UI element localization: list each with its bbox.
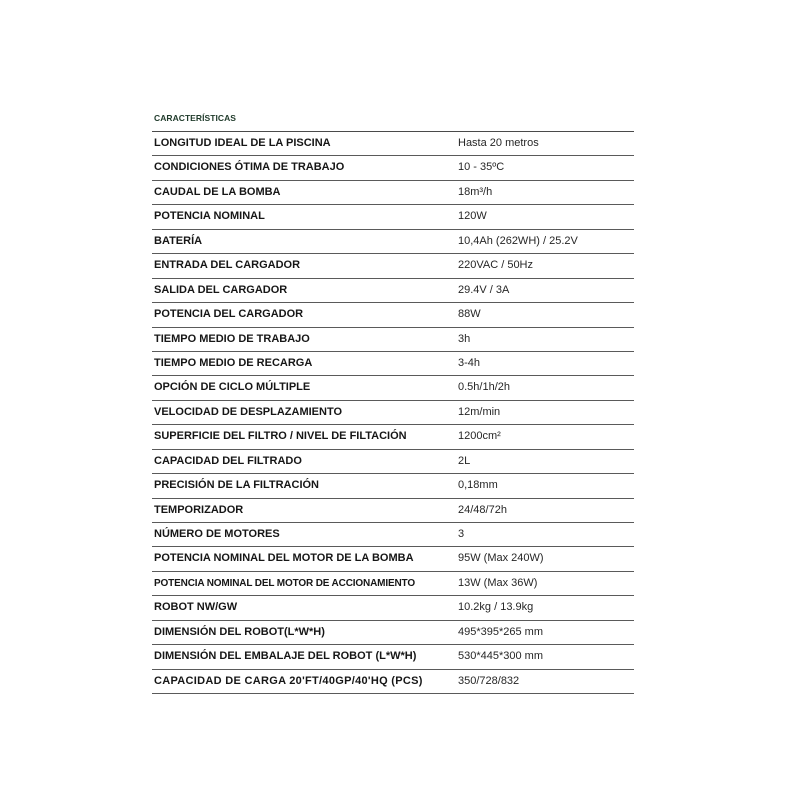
spec-label: TEMPORIZADOR xyxy=(154,503,244,516)
spec-row xyxy=(152,156,634,180)
spec-row xyxy=(152,376,634,400)
spec-row xyxy=(152,352,634,376)
spec-label: LONGITUD IDEAL DE LA PISCINA xyxy=(154,137,331,149)
spec-row xyxy=(152,670,634,694)
spec-value: 120W xyxy=(458,210,487,223)
spec-label: SALIDA DEL CARGADOR xyxy=(154,283,288,296)
spec-row xyxy=(152,645,634,669)
spec-label: CAPACIDAD DE CARGA 20'FT/40GP/40'HQ (PCS) xyxy=(154,674,423,687)
spec-row xyxy=(152,621,634,645)
section-heading: CARACTERÍSTICAS xyxy=(154,113,236,123)
spec-row xyxy=(152,132,634,156)
spec-value: 95W (Max 240W) xyxy=(458,552,544,565)
spec-label: CAPACIDAD DEL FILTRADO xyxy=(154,454,302,467)
spec-value: 88W xyxy=(458,308,481,321)
spec-value: 24/48/72h xyxy=(458,503,507,516)
spec-row xyxy=(152,474,634,498)
spec-label: CAUDAL DE LA BOMBA xyxy=(154,185,281,198)
spec-value: 0.5h/1h/2h xyxy=(458,381,510,394)
spec-row xyxy=(152,303,634,327)
spec-row xyxy=(152,328,634,352)
spec-label: SUPERFICIE DEL FILTRO / NIVEL DE FILTACIÓN xyxy=(154,430,407,443)
spec-value: 1200cm² xyxy=(458,430,501,443)
spec-row xyxy=(152,596,634,620)
spec-table xyxy=(152,131,634,694)
spec-value: 350/728/832 xyxy=(458,674,520,687)
spec-label: POTENCIA NOMINAL DEL MOTOR DE LA BOMBA xyxy=(154,552,414,565)
spec-value: 10.2kg / 13.9kg xyxy=(458,601,534,614)
spec-row xyxy=(152,547,634,571)
spec-row xyxy=(152,205,634,229)
spec-row xyxy=(152,572,634,596)
spec-label: DIMENSIÓN DEL ROBOT(L*W*H) xyxy=(154,625,325,638)
spec-value: Hasta 20 metros xyxy=(458,137,539,149)
spec-value: 29.4V / 3A xyxy=(458,283,510,296)
spec-value: 12m/min xyxy=(458,405,501,418)
spec-value: 3 xyxy=(458,528,465,540)
spec-label: PRECISIÓN DE LA FILTRACIÓN xyxy=(154,479,319,492)
spec-row xyxy=(152,523,634,547)
spec-value: 3h xyxy=(458,332,471,345)
spec-row xyxy=(152,499,634,523)
spec-row xyxy=(152,425,634,449)
spec-value: 0,18mm xyxy=(458,479,498,492)
spec-label: DIMENSIÓN DEL EMBALAJE DEL ROBOT (L*W*H) xyxy=(154,650,417,663)
spec-label: ROBOT NW/GW xyxy=(154,601,238,614)
spec-row xyxy=(152,401,634,425)
spec-label: BATERÍA xyxy=(154,234,203,247)
spec-label: TIEMPO MEDIO DE TRABAJO xyxy=(154,332,310,345)
spec-label: POTENCIA NOMINAL DEL MOTOR DE ACCIONAMIENTO xyxy=(154,577,415,589)
spec-value: 10,4Ah (262WH) / 25.2V xyxy=(458,234,578,247)
spec-label: OPCIÓN DE CICLO MÚLTIPLE xyxy=(154,381,311,394)
spec-label: POTENCIA NOMINAL xyxy=(154,210,265,223)
spec-label: VELOCIDAD DE DESPLAZAMIENTO xyxy=(154,405,343,418)
spec-value: 2L xyxy=(458,454,471,467)
spec-value: 10 - 35ºC xyxy=(458,161,505,174)
spec-value: 18m³/h xyxy=(458,185,493,198)
spec-row xyxy=(152,181,634,205)
spec-row xyxy=(152,254,634,278)
spec-label: TIEMPO MEDIO DE RECARGA xyxy=(154,356,313,369)
spec-label: CONDICIONES ÓTIMA DE TRABAJO xyxy=(154,161,345,174)
spec-value: 3-4h xyxy=(458,356,481,369)
spec-label: POTENCIA DEL CARGADOR xyxy=(154,308,304,321)
spec-row xyxy=(152,230,634,254)
spec-row xyxy=(152,450,634,474)
spec-value: 530*445*300 mm xyxy=(458,650,544,663)
spec-value: 13W (Max 36W) xyxy=(458,576,538,589)
spec-label: NÚMERO DE MOTORES xyxy=(154,528,280,540)
spec-label: ENTRADA DEL CARGADOR xyxy=(154,259,301,272)
spec-row xyxy=(152,279,634,303)
spec-value: 220VAC / 50Hz xyxy=(458,259,534,272)
spec-value: 495*395*265 mm xyxy=(458,625,544,638)
